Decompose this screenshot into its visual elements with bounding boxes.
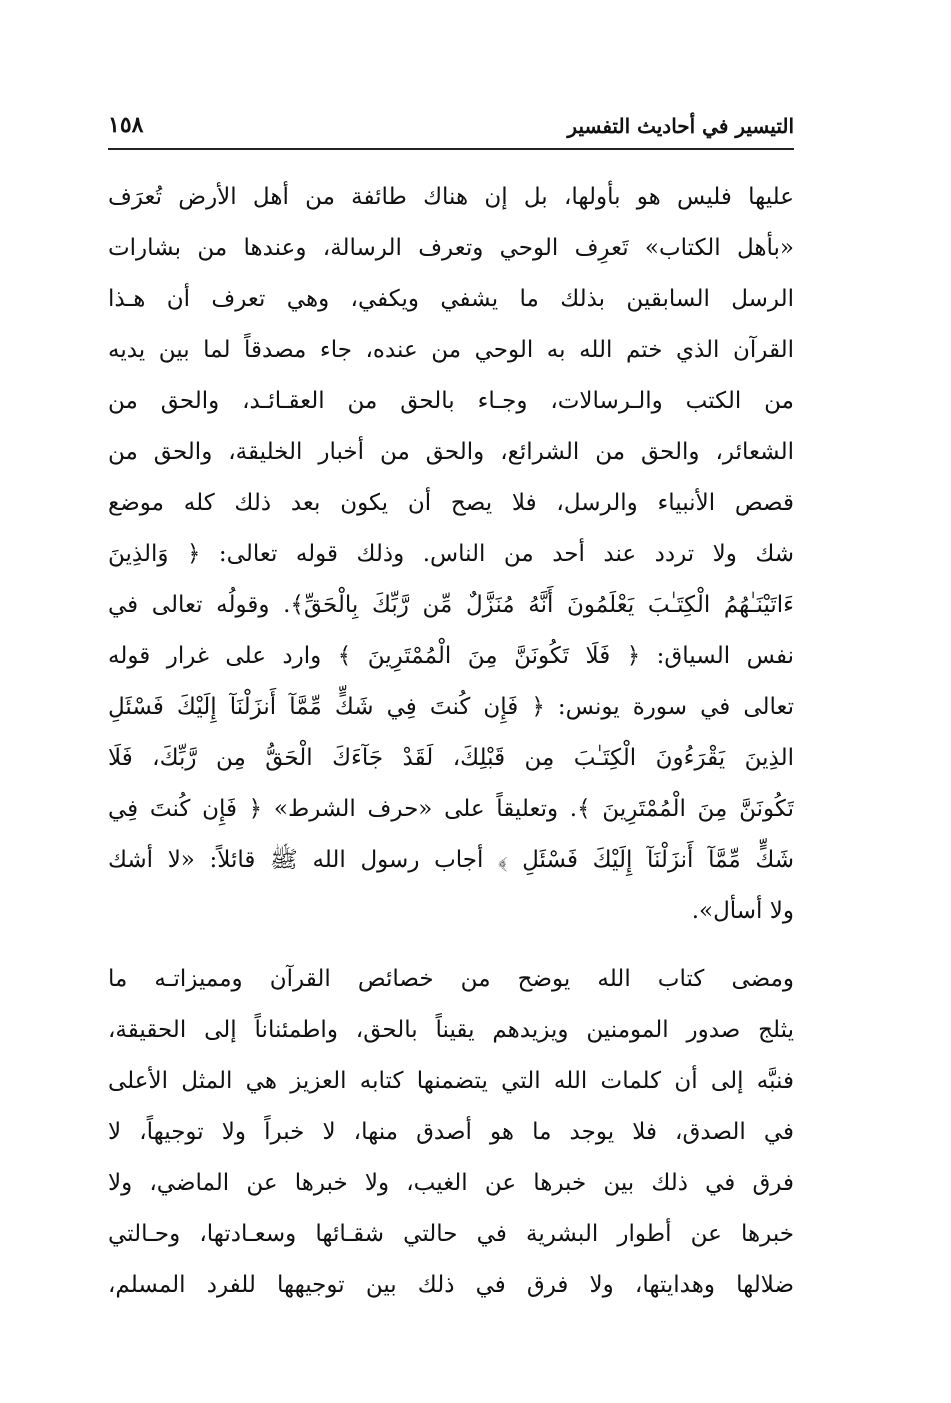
text-line: قصص الأنبياء والرسل، فلا يصح أن يكون بعد ذلك كله موضع bbox=[108, 490, 794, 516]
text-line: الشعائر، والحق من الشرائع، والحق من أخبار الخليقة، والحق من bbox=[108, 439, 794, 465]
running-header bbox=[108, 108, 794, 150]
text-line: فنبَّه إلى أن كلمات الله التي يتضمنها كتابه العزيز هي المثل الأعلى bbox=[108, 1068, 794, 1094]
running-header-title: التيسير في أحاديث التفسير bbox=[567, 114, 794, 138]
quran-verse-line: شَكٍّ مِّمَّآ أَنزَلْنَآ إِلَيْكَ فَسْئَلِ ﴾ أجاب رسول الله ﷺ قائلاً: «لا أشك bbox=[108, 847, 794, 873]
quran-verse-line: الذِينَ يَقْرَءُونَ الْكِتَـٰبَ مِن قَبْلِكَ، لَقَدْ جَآءَكَ الْحَقُّ مِن رَّبِّكَ، فَلَا bbox=[108, 745, 794, 771]
text-line: فرق في ذلك بين خبرها عن الغيب، ولا خبرها عن الماضي، ولا bbox=[108, 1170, 794, 1196]
text-line: الرسل السابقين بذلك ما يشفي ويكفي، وهي تعرف أن هـذا bbox=[108, 286, 794, 312]
text-line: نفس السياق: ﴿ فَلَا تَكُونَنَّ مِنَ الْمُمْتَرِينَ ﴾ وارد على غرار قوله bbox=[108, 643, 794, 669]
text-line: ومضى كتاب الله يوضح من خصائص القرآن ومميزاتـه ما bbox=[108, 966, 794, 992]
quran-verse-line: تعالى في سورة يونس: ﴿ فَإِن كُنتَ فِي شَكٍّ مِّمَّآ أَنزَلْنَآ إِلَيْكَ فَسْئَلِ bbox=[108, 694, 794, 720]
text-line: ولا أسأل». bbox=[691, 898, 794, 924]
text-line: في الصدق، فلا يوجد ما هو أصدق منها، لا خبراً ولا توجيهاً، لا bbox=[108, 1119, 794, 1145]
paragraph-2 bbox=[108, 954, 794, 1311]
text-line: ضلالها وهدايتها، ولا فرق في ذلك بين توجيهها للفرد المسلم، bbox=[108, 1272, 794, 1298]
text-line: من الكتب والـرسالات، وجـاء بالحق من العقـائـد، والحق من bbox=[108, 388, 794, 414]
text-line: شك ولا تردد عند أحد من الناس. وذلك قوله تعالى: ﴿ وَالذِينَ bbox=[108, 541, 794, 567]
quran-verse-line: تَكُونَنَّ مِنَ الْمُمْتَرِينَ ﴾. وتعليقاً على «حرف الشرط» ﴿ فَإِن كُنتَ فِي bbox=[108, 796, 794, 822]
quran-verse-line: ءَاتَيْنَـٰهُمُ الْكِتَـٰبَ يَعْلَمُونَ أَنَّهُ مُنَزَّلٌ مِّن رَّبِّكَ بِالْحَقِّ﴾. وقولُه تعالى في bbox=[108, 592, 794, 618]
text-line: «بأهل الكتاب» تَعرِف الوحي وتعرف الرسالة، وعندها من بشارات bbox=[108, 235, 794, 261]
text-line: عليها فليس هو بأولها، بل إن هناك طائفة من أهل الأرض تُعرَف bbox=[108, 184, 794, 210]
paragraph-1 bbox=[108, 172, 794, 937]
text-line: القرآن الذي ختم الله به الوحي من عنده، جاء مصدقاً لما بين يديه bbox=[108, 337, 794, 363]
text-line: خبرها عن أطوار البشرية في حالتي شقـائها وسعـادتها، وحـالتي bbox=[108, 1221, 794, 1247]
page-number: ١٥٨ bbox=[108, 112, 144, 138]
text-line: يثلج صدور المومنين ويزيدهم يقيناً بالحق، واطمئناناً إلى الحقيقة، bbox=[108, 1017, 794, 1043]
